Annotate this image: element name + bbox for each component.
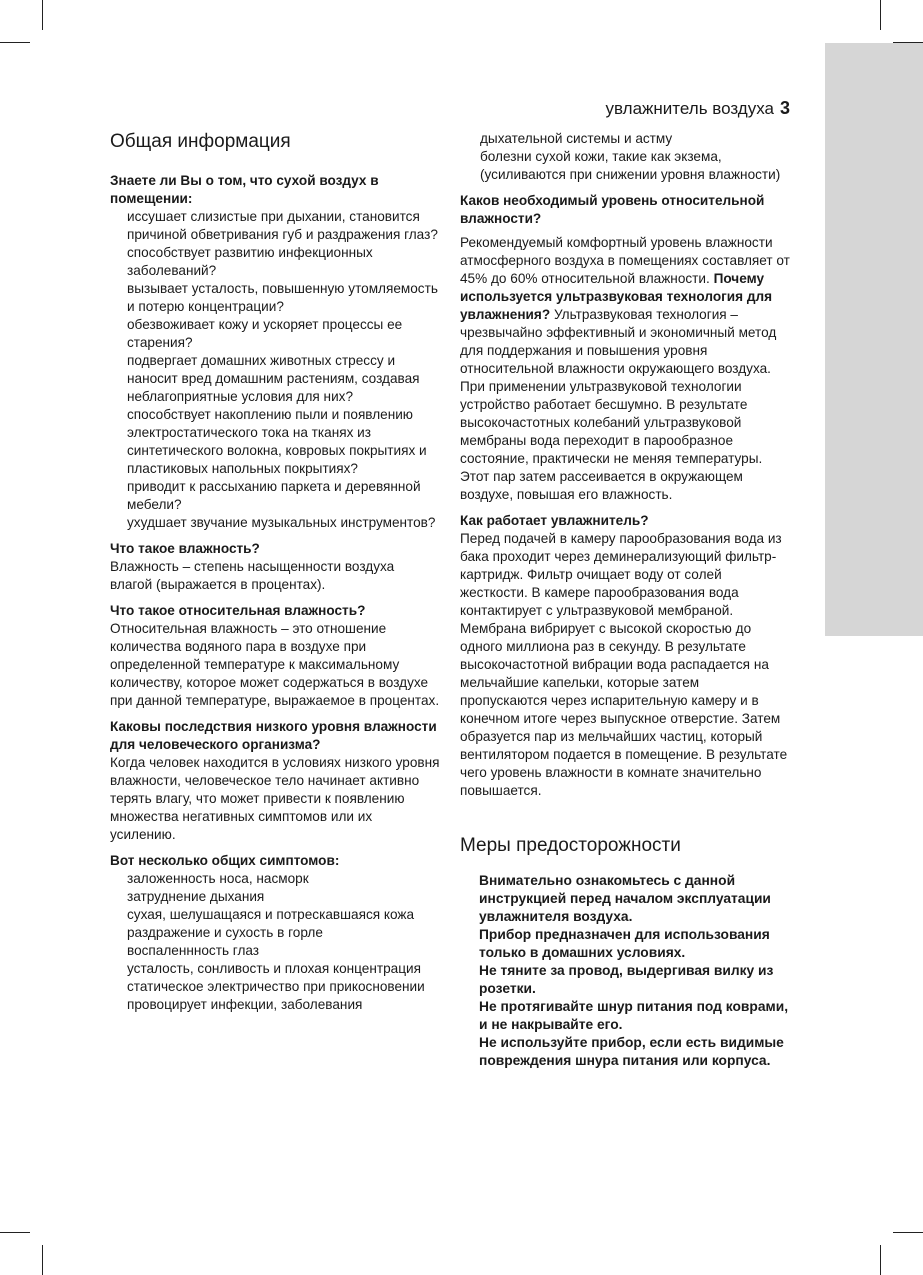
symptoms-list-continued — [480, 130, 790, 184]
precaution-item: Внимательно ознакомьтесь с данной инструкцией перед началом эксплуатации увлажнителя воздуха. — [479, 873, 771, 924]
symptom-item: дыхательной системы и астму — [480, 131, 673, 146]
answer-consequences: Когда человек находится в условиях низкого уровня влажности, человеческое тело начинает активно терять влагу, что может привести к появлению множества негативных симптомов или их усилению. — [110, 755, 440, 842]
page-number: 3 — [779, 98, 790, 118]
header-title: увлажнитель воздуха — [605, 99, 774, 118]
dry-air-list — [127, 208, 440, 532]
crop-mark — [42, 1245, 43, 1275]
side-tab — [825, 43, 923, 636]
symptom-item: сухая, шелушащаяся и потрескавшаяся кожа — [127, 907, 415, 922]
symptoms-title: Вот несколько общих симптомов: — [110, 853, 340, 868]
section-title-precautions: Меры предосторожности — [460, 835, 681, 856]
question-consequences: Каковы последствия низкого уровня влажности для человеческого организма? — [110, 719, 437, 752]
crop-mark — [0, 42, 30, 43]
list-item: вызывает усталость, повышенную утомляемость и потерю концентрации? — [127, 281, 438, 314]
list-item: способствует развитию инфекционных заболеваний? — [127, 245, 373, 278]
section-title-general: Общая информация — [110, 131, 291, 152]
answer-required-level — [460, 234, 790, 504]
question-relative-humidity: Что такое относительная влажность? — [110, 603, 366, 618]
symptoms-list — [127, 870, 440, 1014]
list-item: обезвоживает кожу и ускоряет процессы ее старения? — [127, 317, 403, 350]
answer-relative-humidity: Относительная влажность – это отношение количества водяного пара в воздухе при определенной температуре к максимальному количеству, которое может содержаться в воздухе при данной температуре, выражаемое в процентах. — [110, 621, 440, 708]
symptom-item: статическое электричество при прикосновении — [127, 979, 425, 994]
symptom-item: провоцирует инфекции, заболевания — [127, 997, 363, 1012]
list-item: подвергает домашних животных стрессу и наносит вред домашним растениям, создавая неблагоприятные условия для них? — [127, 353, 420, 404]
precaution-item: Прибор предназначен для использования только в домашних условиях. — [479, 927, 770, 960]
list-item: способствует накоплению пыли и появлению электростатического тока на тканях из синтетического волокна, ковровых покрытиях и пластиковых напольных покрытиях? — [127, 407, 427, 476]
symptom-item: заложенность носа, насморк — [127, 871, 309, 886]
crop-mark — [0, 1232, 30, 1233]
question-how-it-works: Как работает увлажнитель? — [460, 513, 649, 528]
question-ultrasonic: Почему используется ультразвуковая технология для увлажнения? — [460, 271, 773, 322]
crop-mark — [42, 0, 43, 30]
crop-mark — [893, 1232, 923, 1233]
precaution-item: Не тяните за провод, выдергивая вилку из розетки. — [479, 963, 774, 996]
crop-mark — [880, 1245, 881, 1275]
symptom-item: затруднение дыхания — [127, 889, 265, 904]
question-required-level: Каков необходимый уровень относительной влажности? — [460, 193, 765, 226]
question-humidity: Что такое влажность? — [110, 541, 260, 556]
symptom-item: болезни сухой кожи, такие как экзема, (усиливаются при снижении уровня влажности) — [480, 149, 781, 182]
precaution-item: Не используйте прибор, если есть видимые повреждения шнура питания или корпуса. — [479, 1035, 784, 1068]
symptom-item: усталость, сонливость и плохая концентрация — [127, 961, 421, 976]
answer-required-level-text: Рекомендуемый комфортный уровень влажности атмосферного воздуха в помещениях составляет от 45% до 60% относительной влажности. — [460, 235, 790, 286]
list-item: приводит к рассыханию паркета и деревянной мебели? — [127, 479, 421, 512]
symptom-item: воспаленнность глаз — [127, 943, 260, 958]
right-column — [460, 130, 790, 1070]
answer-ultrasonic: Ультразвуковая технология – чрезвычайно эффективный и экономичный метод для поддержания и повышения уровня относительной влажности окружающего воздуха. При применении ультразвуковой технологии устройство работает бесшумно. В результате высокочастотных колебаний ультразвуковой мембраны вода переходит в парообразное состояние, практически не меняя температуры. Этот пар затем рассеивается в окружающем воздухе, повышая его влажность. — [460, 307, 777, 502]
list-item: ухудшает звучание музыкальных инструментов? — [127, 515, 436, 530]
symptom-item: раздражение и сухость в горле — [127, 925, 323, 940]
precautions-list — [479, 872, 790, 1070]
answer-humidity: Влажность – степень насыщенности воздуха влагой (выражается в процентах). — [110, 559, 395, 592]
crop-mark — [880, 0, 881, 30]
answer-how-it-works: Перед подачей в камеру парообразования вода из бака проходит через деминерализующий фильтр-картридж. Фильтр очищает воду от солей жесткости. В камере парообразования вода контактирует с ультразвуковой мембраной. Мембрана вибрирует с высокой скоростью до одного миллиона раз в секунду. В результате высокочастотной вибрации вода распадается на мельчайшие капельки, которые затем пропускаются через испарительную камеру и в конечном итоге через выпускное отверстие. Затем образуется пар из мельчайших частиц, который вентилятором подается в помещение. В результате чего уровень влажности в комнате значительно повышается. — [460, 531, 788, 798]
page-header — [606, 98, 790, 119]
left-column — [110, 130, 440, 1014]
precaution-item: Не протягивайте шнур питания под коврами, и не накрывайте его. — [479, 999, 789, 1032]
question-dry-air: Знаете ли Вы о том, что сухой воздух в помещении: — [110, 173, 379, 206]
list-item: иссушает слизистые при дыхании, становится причиной обветривания губ и раздражения глаз? — [127, 209, 438, 242]
